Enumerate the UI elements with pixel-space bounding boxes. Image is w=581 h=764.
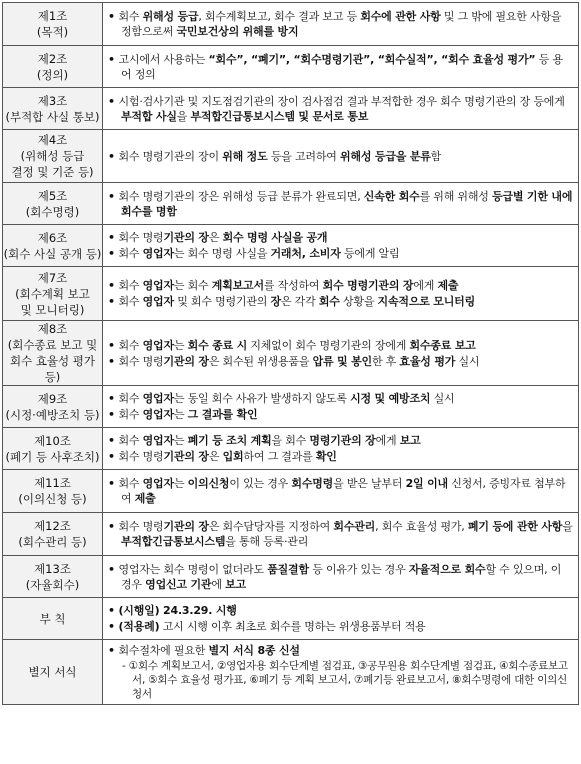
article-label-line: 제6조	[37, 230, 68, 245]
table-row	[3, 321, 579, 386]
text-segment: 회수명령	[291, 477, 334, 490]
bullet-item	[108, 278, 573, 293]
text-segment: 고시 시행 이후 최초로 회수를 명하는 위생용품부터 적용	[159, 620, 426, 633]
article-label-line: 제3조	[37, 93, 68, 108]
text-segment: 및 회수 명령기관의	[173, 295, 271, 308]
table-row	[3, 130, 579, 183]
bullet-item	[108, 476, 573, 506]
article-label-line: (부적합 사실 통보)	[5, 109, 100, 124]
text-segment: 하여 그 결과를	[243, 450, 316, 463]
bullet-item	[108, 519, 573, 549]
table-row	[3, 470, 579, 513]
table-row	[3, 183, 579, 225]
article-label-line: 제9조	[37, 391, 68, 406]
text-segment: 은	[208, 450, 223, 463]
text-segment: 를 위해 위해성	[419, 189, 493, 203]
text-segment: 한 후	[371, 354, 400, 368]
text-segment: 보고	[225, 577, 246, 591]
text-segment: 그 결과를 확인	[187, 408, 258, 421]
article-content-cell	[103, 640, 579, 705]
text-segment: 회수 명령기관의 장	[322, 279, 414, 292]
table-row	[3, 3, 579, 46]
article-label-line: (자율회수)	[25, 577, 80, 592]
text-segment: 제출	[437, 279, 459, 292]
text-segment: 회수 명령 사실을 공개	[222, 231, 328, 244]
text-segment: 실시	[430, 392, 455, 405]
article-label-line: 제7조	[37, 270, 68, 285]
text-segment: 압류 및 봉인	[312, 354, 372, 368]
article-label-cell	[3, 46, 103, 88]
text-segment: 는 동일 회수 사유가 발생하지 않도록	[173, 392, 351, 405]
article-content-cell	[103, 88, 579, 130]
text-segment: “회수”, “폐기”, “회수명령기관”, “회수실적”, “회수 효율성 평가”	[208, 52, 536, 66]
article-label-cell	[3, 321, 103, 386]
table-row	[3, 225, 579, 267]
bullet-item	[108, 9, 573, 39]
text-segment: 은	[208, 231, 223, 244]
text-segment: 기관의 장	[163, 354, 209, 368]
bullet-item	[108, 391, 573, 406]
text-segment: 는	[173, 408, 188, 421]
text-segment: 회수	[118, 338, 143, 352]
table-row	[3, 556, 579, 598]
bullet-item	[108, 294, 573, 309]
regulation-summary-table	[2, 2, 579, 705]
text-segment: 을	[562, 520, 573, 533]
article-label-cell	[3, 386, 103, 428]
table-row	[3, 428, 579, 470]
text-segment: 할 수 있으며, 이 경우	[121, 562, 562, 591]
article-label-line: (정의)	[36, 67, 69, 82]
text-segment: 에게	[413, 279, 438, 292]
article-content-cell	[103, 3, 579, 46]
article-label-line: 제13조	[34, 561, 71, 576]
text-segment: 영업자	[142, 434, 174, 447]
text-segment: 는 회수	[173, 279, 212, 292]
text-segment: 회수 명령기관의 장은 위해성 등급 분류가 완료되면,	[118, 189, 364, 203]
text-segment: 및 그 밖에 필요한 사항을 정함으로써	[121, 10, 562, 38]
table-row	[3, 598, 579, 640]
text-segment: 영업신고 기관	[145, 577, 212, 591]
text-segment: , 회수계획보고, 회수 결과 보고 등	[198, 10, 361, 23]
text-segment: 회수에 관한 사항	[360, 10, 441, 23]
article-label-cell	[3, 225, 103, 267]
article-label-line: 제2조	[37, 51, 68, 66]
article-label-line: (시정·예방조치 등)	[5, 407, 100, 422]
article-label-line: (위해성 등급	[20, 149, 85, 163]
text-segment: 위해성 등급을 분류	[340, 149, 431, 163]
text-segment: 폐기 등에 관한 사항	[467, 520, 563, 533]
table-row	[3, 513, 579, 556]
text-segment: 은 각각	[280, 295, 319, 308]
article-label-line: (목적)	[36, 25, 69, 39]
text-segment: 효율성 평가	[399, 354, 456, 368]
article-label-cell	[3, 183, 103, 225]
text-segment: 거래처, 소비자	[270, 247, 341, 260]
text-segment: 등 용어 정의	[121, 52, 563, 81]
text-segment: 신속한 회수	[363, 189, 420, 203]
text-segment: 회수 명령	[118, 520, 164, 533]
bullet-item	[108, 619, 573, 634]
article-content-cell	[103, 225, 579, 267]
text-segment: 기관의 장	[163, 231, 209, 244]
text-segment: 기관의 장	[163, 450, 209, 463]
bullet-item	[108, 338, 573, 353]
article-label-line: 별지 서식	[28, 665, 77, 679]
article-label-line: (이의신청 등)	[18, 492, 87, 506]
bullet-item	[108, 407, 573, 422]
text-segment: 회수	[118, 295, 143, 308]
article-label-line: 제8조	[37, 322, 68, 336]
article-label-line: 제11조	[34, 476, 71, 490]
table-row	[3, 88, 579, 130]
article-label-line: (회수 사실 공개 등)	[3, 246, 102, 261]
text-segment: 영업자	[142, 392, 174, 405]
text-segment: 위해성 등급	[142, 10, 199, 23]
text-segment: 제출	[134, 492, 156, 505]
article-content-cell	[103, 46, 579, 88]
text-segment: 를 작성하여	[263, 279, 323, 292]
text-segment: 을 회수	[271, 434, 310, 447]
text-segment: 회수	[118, 279, 143, 292]
text-segment: 회수	[118, 434, 143, 447]
text-segment: 회수종료 보고	[409, 338, 476, 352]
text-segment: 등을 고려하여	[267, 149, 340, 163]
text-segment: 신청서, 증빙자료 첨부하여	[121, 477, 566, 505]
bullet-item	[108, 149, 573, 164]
article-content-cell	[103, 556, 579, 598]
text-segment: 회수 명령	[118, 450, 164, 463]
bullet-item	[108, 449, 573, 464]
text-segment: 시정 및 예방조치	[350, 392, 431, 405]
text-segment: , 회수 효율성 평가,	[375, 520, 468, 533]
text-segment: 을 통해 등록·관리	[225, 535, 309, 548]
article-label-line: 및 모니터링)	[20, 302, 85, 317]
text-segment: 회수	[118, 392, 143, 405]
text-segment: 회수관리	[333, 520, 376, 533]
article-label-line: (회수종료 보고 및	[7, 338, 98, 352]
text-segment: 는	[173, 434, 188, 447]
article-label-cell	[3, 3, 103, 46]
text-segment: 영업자	[142, 247, 174, 260]
text-segment: 별지 서식 8종 신설	[208, 644, 300, 657]
text-segment: 회수	[118, 477, 143, 490]
article-label-line: 제12조	[34, 519, 71, 533]
text-segment: 회수 명령기관의 장이	[118, 149, 223, 163]
article-content-cell	[103, 428, 579, 470]
article-label-line: (폐기 등 사후조치)	[5, 449, 100, 464]
table-row	[3, 267, 579, 321]
text-segment: 자율적으로 회수	[408, 562, 486, 576]
bullet-item	[108, 230, 573, 245]
table-row	[3, 386, 579, 428]
text-segment: 폐기 등 조치 계획	[187, 434, 272, 447]
bullet-item	[108, 52, 573, 82]
text-segment: 계획보고서	[211, 279, 264, 292]
article-label-cell	[3, 88, 103, 130]
text-segment: 영업자	[142, 295, 174, 308]
text-segment: 을	[176, 109, 191, 123]
article-content-cell	[103, 321, 579, 386]
bullet-item	[108, 246, 573, 261]
text-segment: 함	[430, 149, 442, 163]
text-segment: 이의신청	[187, 477, 230, 490]
text-segment: 회수절차에 필요한	[118, 644, 209, 657]
text-segment: 부적합 사실	[121, 109, 177, 123]
text-segment: 등에게 알림	[340, 247, 400, 260]
text-segment: 은 회수담당자를 지정하여	[208, 520, 334, 533]
text-segment: 회수	[318, 295, 340, 308]
text-segment: 상황을	[339, 295, 378, 308]
text-segment: 명령기관의 장	[309, 434, 376, 447]
text-segment: 기관의 장	[163, 520, 209, 533]
article-label-cell	[3, 267, 103, 321]
text-segment: 을 받은 날부터	[333, 477, 406, 490]
article-label-cell	[3, 513, 103, 556]
article-label-line: 제4조	[37, 133, 68, 147]
text-segment: 영업자	[142, 408, 174, 421]
bullet-item	[108, 189, 573, 219]
text-segment: (적용례)	[118, 620, 160, 633]
article-label-line: (회수명령)	[25, 204, 80, 219]
text-segment: 회수	[118, 247, 143, 260]
text-segment: 영업자는 회수 명령이 없더라도	[118, 562, 268, 576]
article-content-cell	[103, 183, 579, 225]
text-segment: (시행일) 24.3.29. 시행	[118, 604, 237, 617]
text-segment: 회수 명령	[118, 231, 164, 244]
text-segment: 품질결함	[267, 562, 309, 576]
article-content-cell	[103, 598, 579, 640]
article-content-cell	[103, 386, 579, 428]
text-segment: 에	[211, 577, 226, 591]
article-label-line: 회수 효율성 평가 등)	[9, 354, 96, 384]
text-segment: 회수	[118, 10, 143, 23]
text-segment: 는 회수 명령 사실을	[173, 247, 271, 260]
article-label-line: 부 칙	[39, 611, 66, 626]
text-segment: 실시	[455, 354, 480, 368]
bullet-item	[108, 94, 573, 124]
text-segment: 회수	[118, 408, 143, 421]
bullet-item	[108, 643, 573, 658]
text-segment: 부적합긴급통보시스템 및 문서로 통보	[190, 109, 369, 123]
article-content-cell	[103, 130, 579, 183]
text-segment: 회수 명령	[118, 354, 164, 368]
article-label-line: 결정 및 기준 등)	[11, 165, 94, 179]
table-row	[3, 640, 579, 705]
table-body	[3, 3, 579, 705]
text-segment: 은 회수된 위생용품을	[208, 354, 313, 368]
text-segment: 2일 이내	[405, 477, 448, 490]
bullet-item	[108, 603, 573, 618]
bullet-item	[108, 433, 573, 448]
text-segment: 영업자	[142, 477, 174, 490]
text-segment: 영업자	[142, 279, 174, 292]
article-label-line: (회수관리 등)	[18, 535, 87, 549]
text-segment: 는	[173, 338, 188, 352]
text-segment: 시험·검사기관 및 지도점검기관의 장이 검사점검 결과 부적합한 경우 회수 명령기관의 장 등에게	[118, 94, 565, 108]
text-segment: 보고	[399, 434, 421, 447]
text-segment: 등 이유가 있는 경우	[308, 562, 409, 576]
text-segment: 이 있는 경우	[229, 477, 292, 490]
text-segment: 확인	[315, 450, 337, 463]
text-segment: 입회	[222, 450, 244, 463]
text-segment: 장	[270, 295, 281, 308]
article-label-line: 제10조	[34, 433, 71, 448]
text-segment: 지속적으로 모니터링	[377, 295, 476, 308]
article-content-cell	[103, 513, 579, 556]
text-segment: 는	[173, 477, 188, 490]
text-segment: 지체없이 회수 명령기관의 장에게	[247, 338, 410, 352]
text-segment: 부적합긴급통보시스템	[121, 535, 226, 548]
text-segment: 등급별 기한 내에 회수를 명함	[121, 189, 573, 218]
article-label-cell	[3, 470, 103, 513]
text-segment: 고시에서 사용하는	[118, 52, 209, 66]
article-label-line: (회수계획 보고	[15, 286, 90, 301]
article-label-cell	[3, 598, 103, 640]
text-segment: 영업자	[142, 338, 174, 352]
article-content-cell	[103, 267, 579, 321]
text-segment: 국민보건상의 위해를 방지	[176, 25, 299, 38]
bullet-item	[108, 354, 573, 369]
form-list-note: - ①회수 계획보고서, ②영업자용 회수단계별 점검표, ③공무원용 회수단계별 점검표, ④회수종료보고서, ⑤회수 효율성 평가표, ⑥폐기 등 계획 보고서, ⑦폐기등 완료보고서, ⑧회수명령에 대한 이의신청서	[122, 660, 568, 700]
text-segment: 에게	[375, 434, 400, 447]
article-label-line: 제5조	[37, 188, 68, 203]
table-row	[3, 46, 579, 88]
text-segment: 위해 정도	[222, 149, 268, 163]
text-segment: 회수 종료 시	[187, 338, 248, 352]
article-content-cell	[103, 470, 579, 513]
article-label-cell	[3, 130, 103, 183]
article-label-cell	[3, 556, 103, 598]
article-label-cell	[3, 640, 103, 705]
article-label-cell	[3, 428, 103, 470]
article-label-line: 제1조	[37, 9, 68, 23]
bullet-item	[108, 562, 573, 592]
